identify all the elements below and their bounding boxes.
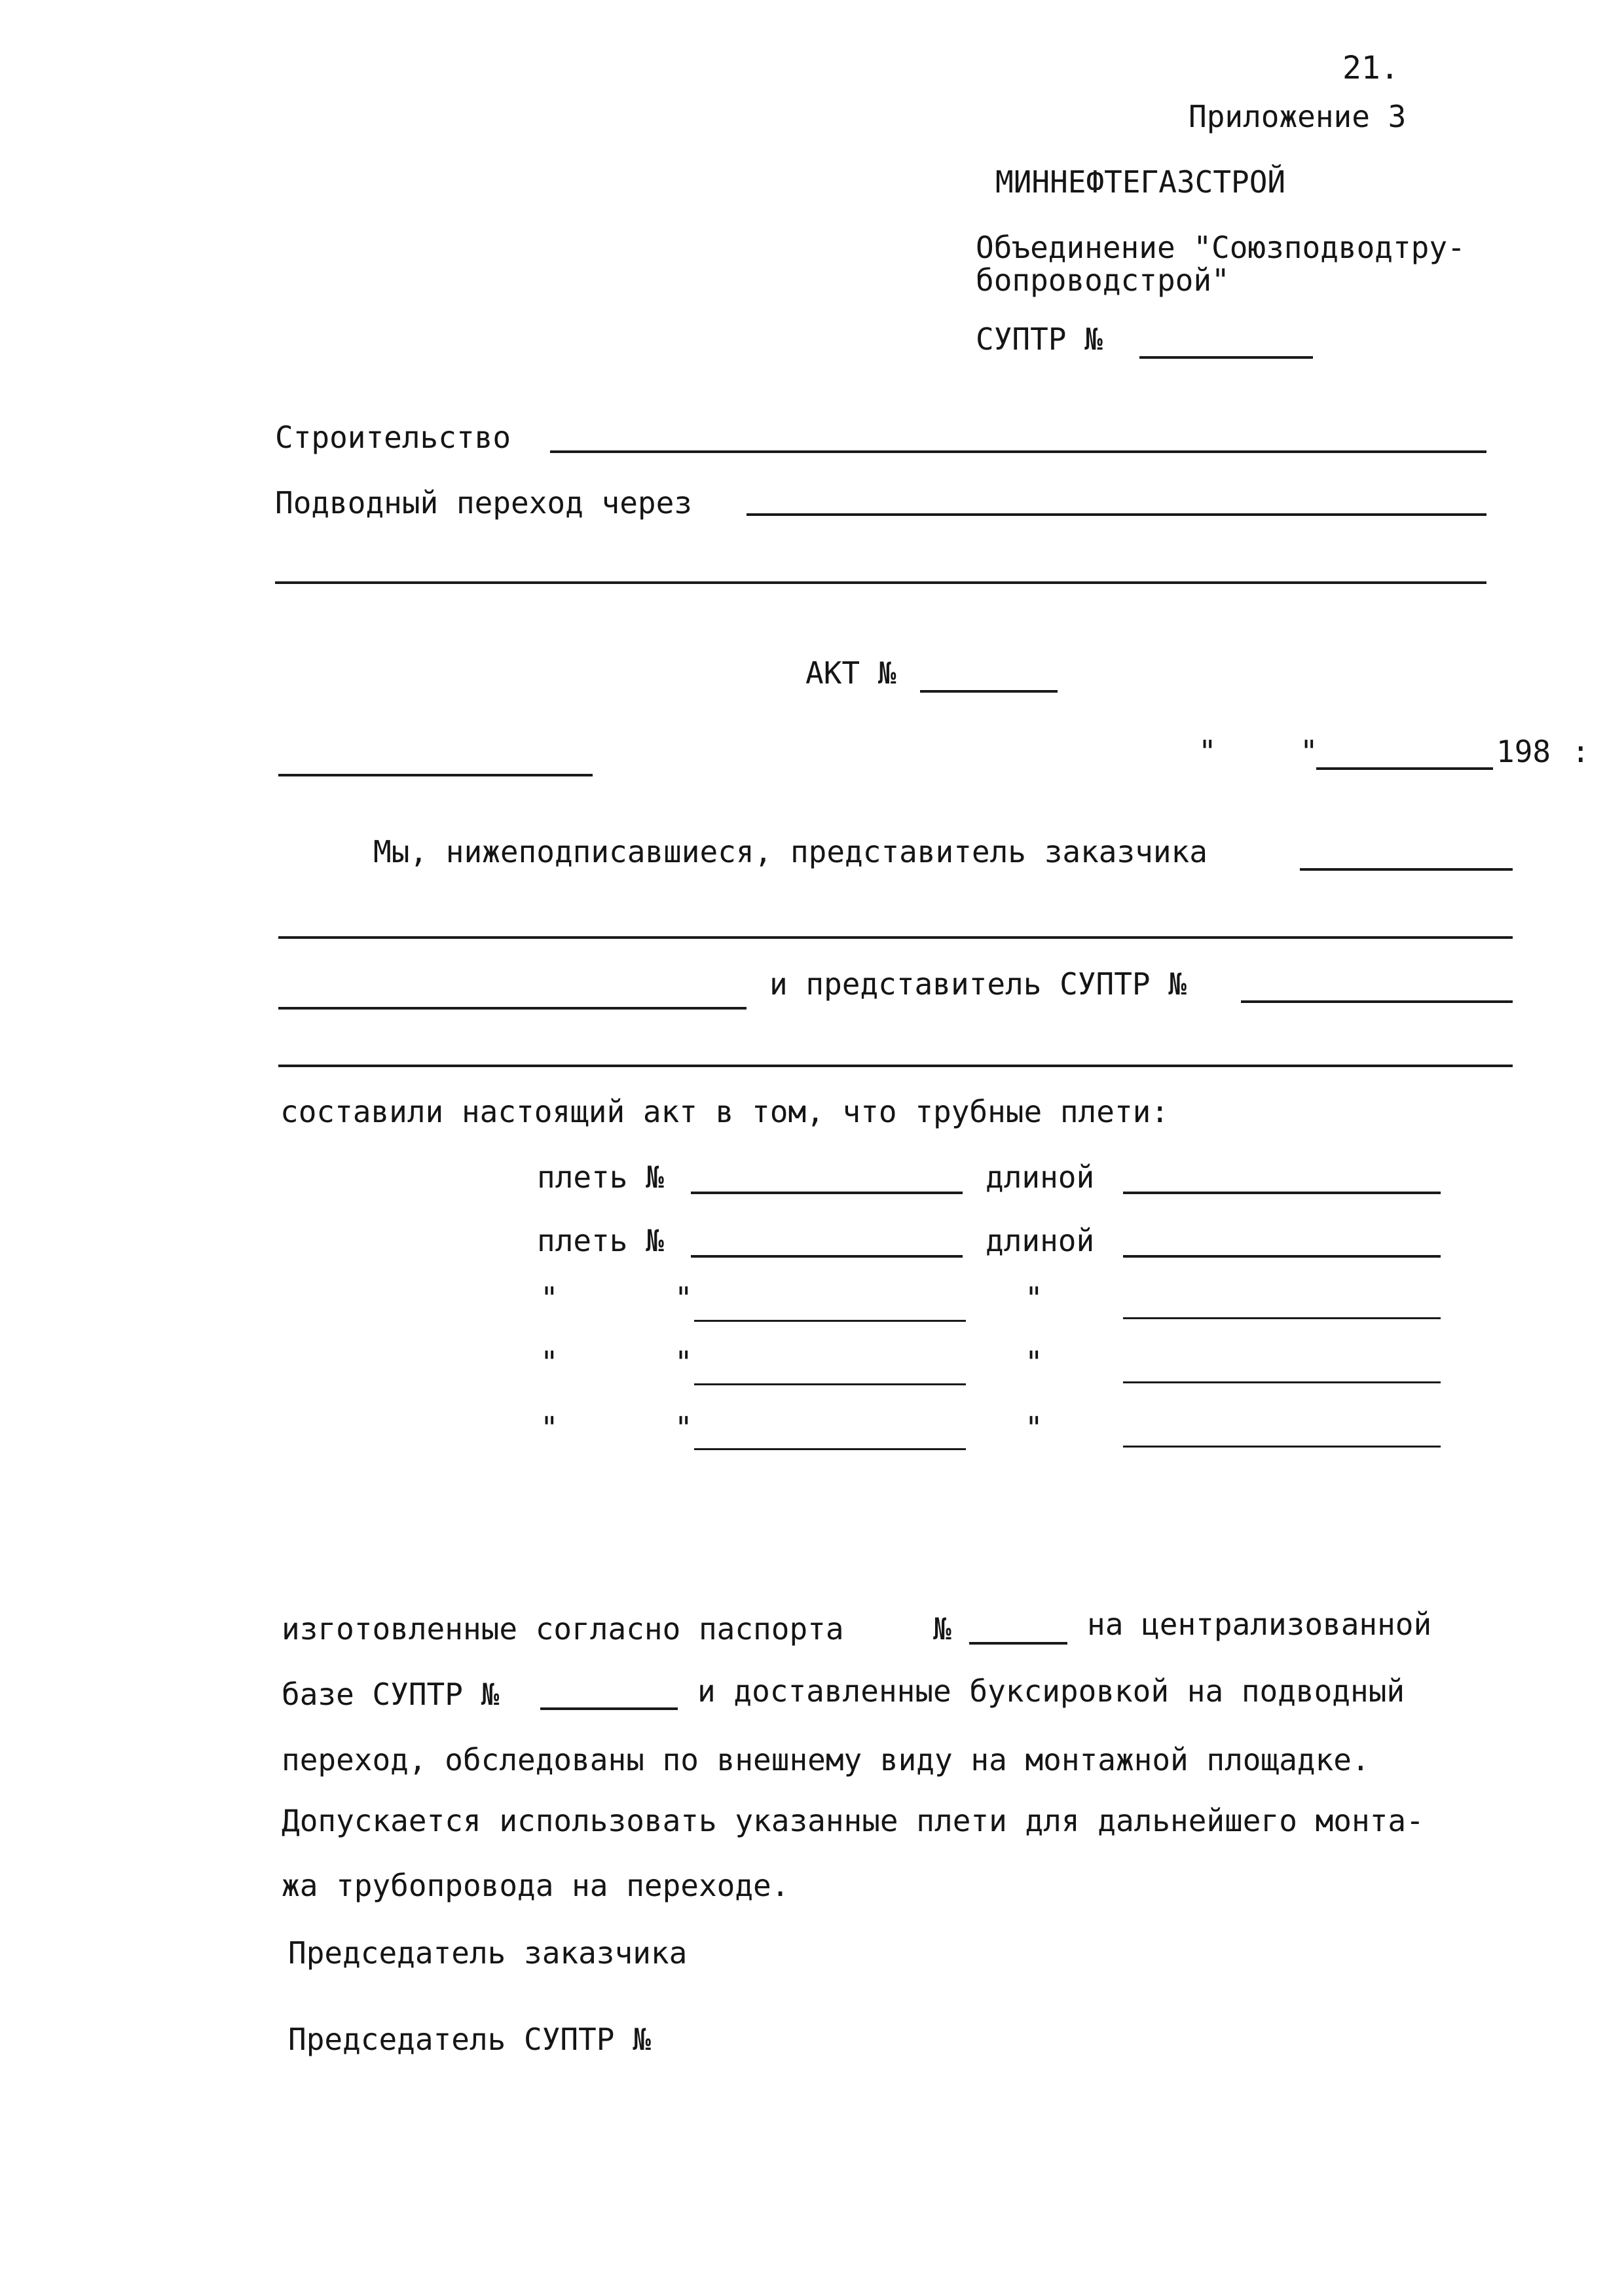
year-suffix: : [1572, 734, 1590, 769]
association-line-1: Объединение "Союзподводтру- [976, 230, 1466, 265]
construction-label: Строительство [275, 420, 511, 455]
year-prefix: 198 [1496, 734, 1551, 769]
pipe-row-5-length-field[interactable] [1123, 1446, 1441, 1448]
appendix-label: Приложение 3 [1189, 99, 1407, 134]
date-quote-close: " [1300, 734, 1318, 769]
customer-chair-label: Председатель заказчика [288, 1935, 688, 1971]
act-number-field[interactable] [920, 690, 1058, 693]
pipe-row-5-ditto-2: " [674, 1410, 693, 1446]
ministry-name: МИННЕФТЕГАЗСТРОЙ [995, 164, 1286, 200]
pipe-row-4-number-field[interactable] [694, 1383, 966, 1385]
customer-rep-field[interactable] [1300, 868, 1513, 871]
paragraph-line-2b: и доставленные буксировкой на подводный [697, 1673, 1405, 1709]
we-undersigned-text: Мы, нижеподписавшиеся, представитель заказчика [373, 834, 1208, 869]
base-number-field[interactable] [540, 1707, 678, 1710]
compiled-act-text: составили настоящий акт в том, что трубные плети: [280, 1094, 1170, 1129]
paragraph-line-5: жа трубопровода на переходе. [282, 1868, 790, 1903]
act-title: АКТ № [805, 655, 896, 691]
date-quote-open: " [1198, 734, 1217, 769]
paragraph-line-2a: базе СУПТР № [282, 1677, 500, 1712]
pipe-row-4-ditto-3: " [1025, 1345, 1043, 1380]
crossing-field-continuation[interactable] [275, 581, 1486, 584]
passport-number-field[interactable] [969, 1642, 1067, 1645]
pipe-row-3-ditto-1: " [540, 1281, 559, 1316]
paragraph-line-4: Допускается использовать указанные плети для дальнейшего монта- [282, 1803, 1424, 1838]
paragraph-line-1c: на централизованной [1087, 1607, 1432, 1642]
suptr-rep-field[interactable] [1241, 1000, 1513, 1003]
crossing-label: Подводный переход через [275, 485, 692, 520]
pipe-row-3-length-field[interactable] [1123, 1317, 1441, 1319]
page-number: 21. [1342, 50, 1399, 86]
pipe-row-1-length-field[interactable] [1123, 1192, 1441, 1194]
suptr-number-label: СУПТР № [976, 321, 1103, 357]
pipe-row-3-number-field[interactable] [694, 1320, 966, 1322]
paragraph-line-3: переход, обследованы по внешнему виду на монтажной площадке. [282, 1742, 1370, 1777]
date-month-field[interactable] [1316, 767, 1493, 770]
pipe-row-3-ditto-3: " [1025, 1281, 1043, 1316]
pipe-row-2-number-field[interactable] [691, 1255, 963, 1258]
association-line-2: бопроводстрой" [976, 263, 1230, 298]
pipe-row-1-label: плеть № [537, 1159, 664, 1195]
pipe-row-5-number-field[interactable] [694, 1448, 966, 1450]
suptr-number-field[interactable] [1139, 356, 1313, 359]
suptr-rep-field-continuation[interactable] [278, 1065, 1513, 1067]
pipe-row-5-ditto-3: " [1025, 1410, 1043, 1446]
construction-field[interactable] [550, 450, 1486, 453]
paragraph-line-1a: изготовленные согласно паспорта [282, 1611, 844, 1647]
pipe-row-2-length-label: длиной [986, 1223, 1095, 1258]
crossing-field[interactable] [747, 513, 1486, 516]
suptr-chair-label: Председатель СУПТР № [288, 2022, 651, 2057]
paragraph-line-1-number-sign: № [933, 1611, 951, 1647]
pipe-row-4-length-field[interactable] [1123, 1381, 1441, 1383]
pipe-row-5-ditto-1: " [540, 1410, 559, 1446]
pipe-row-1-number-field[interactable] [691, 1192, 963, 1194]
pipe-row-2-label: плеть № [537, 1223, 664, 1258]
pipe-row-4-ditto-2: " [674, 1345, 693, 1380]
pipe-row-1-length-label: длиной [986, 1159, 1095, 1195]
pipe-row-2-length-field[interactable] [1123, 1255, 1441, 1258]
customer-rep-field-continuation[interactable] [278, 936, 1513, 939]
pipe-row-3-ditto-2: " [674, 1281, 693, 1316]
pipe-row-4-ditto-1: " [540, 1345, 559, 1380]
suptr-rep-text: и представитель СУПТР № [769, 966, 1187, 1002]
customer-rep-name-field[interactable] [278, 1007, 747, 1010]
place-field[interactable] [278, 774, 593, 776]
